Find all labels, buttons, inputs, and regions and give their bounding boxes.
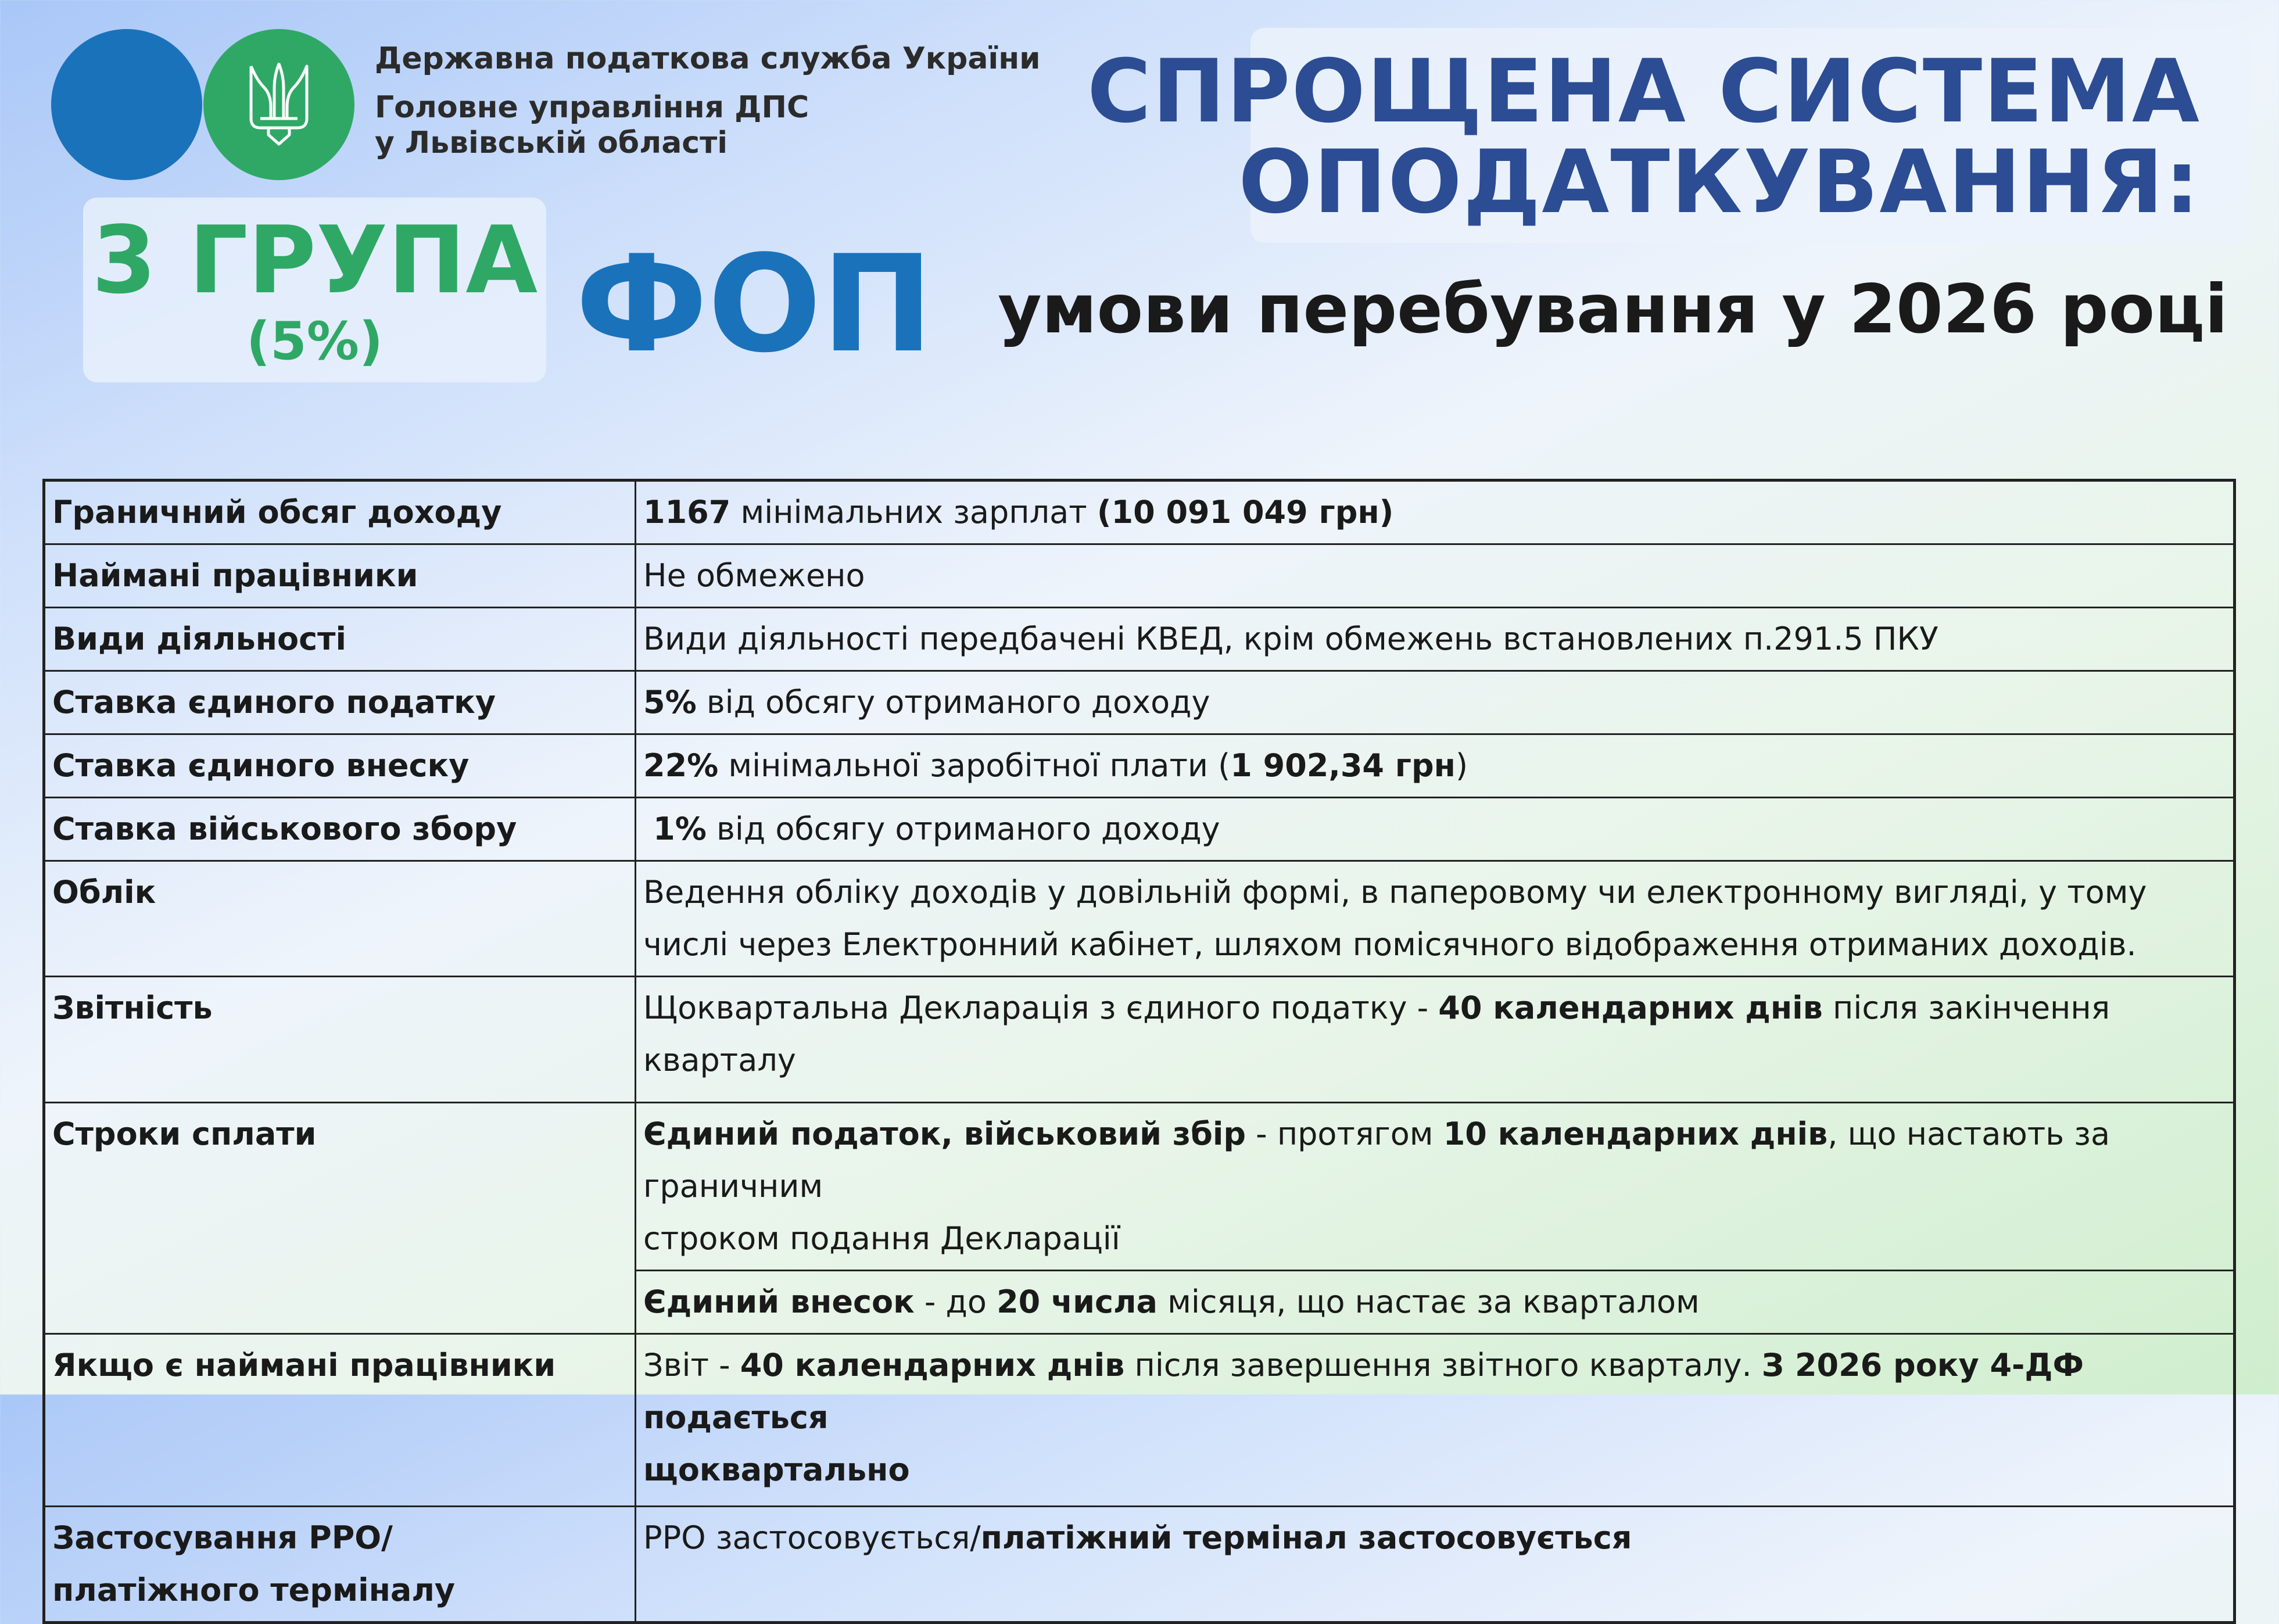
value-part: З 2026 року 4-ДФ подається: [643, 1347, 2084, 1436]
logo-green-circle: [203, 29, 354, 180]
table-row: [44, 977, 2235, 1103]
row-value: [636, 861, 2235, 977]
value-line: строком подання Декларації: [643, 1220, 1120, 1257]
row-label: Звітність: [44, 977, 636, 1103]
value-part: 1%: [653, 811, 707, 847]
title-line-1: СПРОЩЕНА СИСТЕМА: [1087, 41, 2201, 142]
value-part: після завершення звітного кварталу.: [1124, 1347, 1762, 1383]
value-line: [643, 1339, 2226, 1444]
value-part: Єдиний податок, військовий збір: [643, 1116, 1246, 1152]
value-part: мінімальної заробітної плати (: [718, 747, 1231, 784]
value-part: ): [1455, 747, 1468, 784]
value-line: числі через Електронний кабінет, шляхом помісячного відображення отриманих доходів.: [643, 926, 2137, 963]
row-value: [636, 1334, 2235, 1507]
trident-icon: [249, 63, 309, 146]
row-label: Якщо є наймані працівники: [44, 1334, 636, 1507]
dept-line-1: Головне управління ДПС: [375, 90, 809, 125]
value-part: 1 902,34 грн: [1230, 747, 1456, 784]
table-row: [44, 1507, 2235, 1623]
row-value: [636, 481, 2235, 544]
group-badge: [83, 198, 546, 382]
row-label: Облік: [44, 861, 636, 977]
dept-line-2: у Львівській області: [375, 126, 728, 160]
title-box: [1087, 28, 2250, 243]
value-part: 10 календарних днів: [1443, 1116, 1828, 1152]
row-label: Види діяльності: [44, 608, 636, 671]
table-row: [44, 671, 2235, 734]
value-part: 1167: [643, 494, 731, 530]
value-part: платіжний термінал застосовується: [980, 1519, 1632, 1556]
row-value: Види діяльності передбачені КВЕД, крім обмежень встановлених п.291.5 ПКУ: [636, 608, 2235, 671]
value-part: від обсягу отриманого доходу: [696, 684, 1210, 720]
row-label: Строки сплати: [44, 1103, 636, 1334]
label-line: платіжного терміналу: [52, 1572, 456, 1608]
table-row: [44, 798, 2235, 861]
value-part: від обсягу отриманого доходу: [706, 811, 1220, 847]
label-line: Застосування РРО/: [52, 1519, 393, 1556]
value-part: Звіт -: [643, 1347, 740, 1383]
value-part: Щоквартальна Декларація з єдиного податку -: [643, 990, 1439, 1026]
row-value: [636, 1507, 2235, 1623]
title-line-2: ОПОДАТКУВАННЯ:: [1238, 132, 2201, 233]
row-value: [636, 734, 2235, 798]
table-row: [44, 1334, 2235, 1507]
row-label: Граничний обсяг доходу: [44, 481, 636, 544]
row-label: Ставка військового збору: [44, 798, 636, 861]
value-part: - протягом: [1246, 1116, 1443, 1152]
row-value: Не обмежено: [636, 544, 2235, 608]
conditions-table: [42, 479, 2236, 1624]
org-name: Державна податкова служба України: [375, 41, 1041, 76]
value-part: 40 календарних днів: [1438, 990, 1823, 1026]
value-part: , що настають за граничним: [643, 1116, 2110, 1204]
row-value: [636, 1103, 2235, 1271]
table-row: [44, 481, 2235, 544]
table-row: [44, 1103, 2235, 1271]
value-part: після закінчення кварталу: [643, 990, 2110, 1078]
value-part: Єдиний внесок: [643, 1284, 915, 1320]
value-part: 20 числа: [997, 1284, 1158, 1320]
value-part: (10 091 049 грн): [1096, 494, 1394, 530]
row-label: Наймані працівники: [44, 544, 636, 608]
group-rate: (5%): [246, 311, 384, 372]
row-label: Ставка єдиного внеску: [44, 734, 636, 798]
table-row: [44, 608, 2235, 671]
value-part: - до: [914, 1284, 997, 1320]
row-label: [44, 1507, 636, 1623]
table-row: [44, 544, 2235, 608]
value-part: 40 календарних днів: [740, 1347, 1125, 1383]
row-value: [636, 977, 2235, 1103]
value-line: щоквартально: [643, 1451, 910, 1488]
value-part: мінімальних зарплат: [730, 494, 1097, 530]
value-line: [643, 1108, 2226, 1213]
row-value: [636, 671, 2235, 734]
value-part: 22%: [643, 747, 719, 784]
value-part: РРО застосовується/: [643, 1519, 981, 1556]
subtitle: умови перебування у 2026 році: [998, 270, 2228, 349]
row-value: [636, 1271, 2235, 1334]
table-row: [44, 734, 2235, 798]
value-part: 5%: [643, 684, 697, 720]
row-value: [636, 798, 2235, 861]
table-row: [44, 861, 2235, 977]
row-label: Ставка єдиного податку: [44, 671, 636, 734]
value-part: місяця, що настає за кварталом: [1157, 1284, 1700, 1320]
fop-label: ФОП: [575, 227, 934, 382]
logo-blue-circle: [51, 29, 202, 180]
value-line: Ведення обліку доходів у довільній формі, в паперовому чи електронному вигляді, у тому: [643, 874, 2147, 910]
group-title: 3 ГРУПА: [91, 206, 538, 314]
